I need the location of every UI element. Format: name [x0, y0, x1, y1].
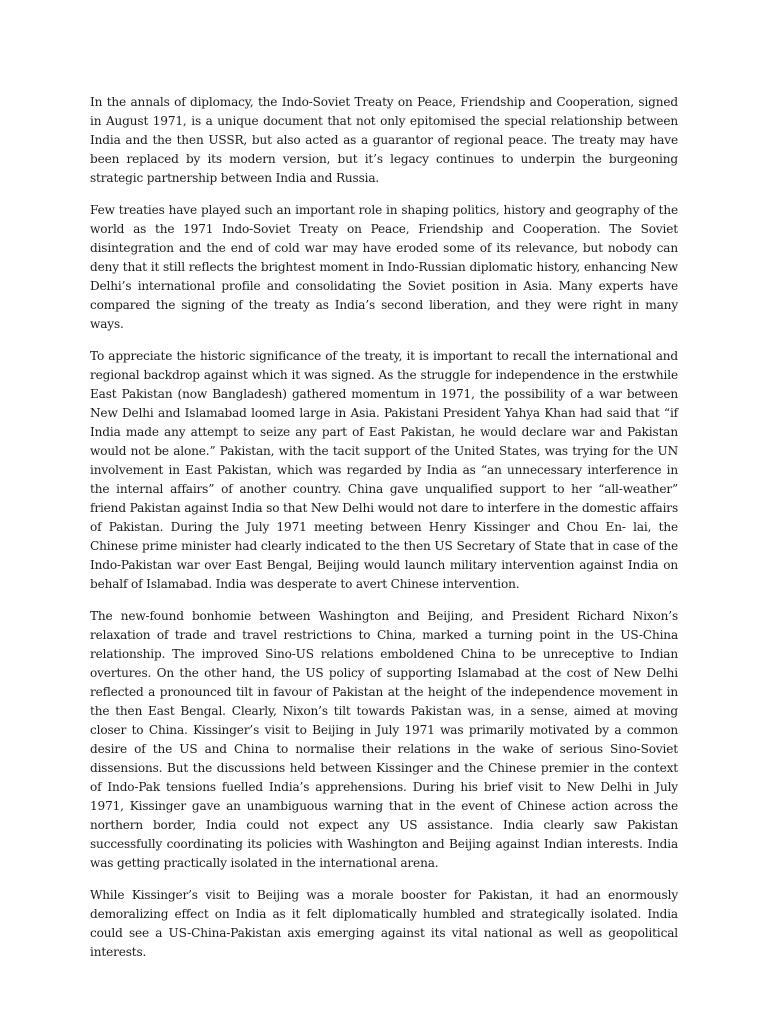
paragraph-2: Few treaties have played such an important role in shaping politics, history and geography of the world as the 1971 Indo-Soviet Treaty on Peace, Friendship and Cooperation. The Soviet disintegration and the end of cold war may have eroded some of its relevance, but nobody can deny that it still reflects the brightest moment in Indo-Russian diplomatic history, enhancing New Delhi’s international profile and consolidating the Soviet position in Asia. Many experts have compared the signing of the treaty as India’s second liberation, and they were right in many ways.: [90, 203, 678, 331]
paragraph-4: The new-found bonhomie between Washington and Beijing, and President Richard Nixon’s relaxation of trade and travel restrictions to China, marked a turning point in the US-China relationship. The improved Sino-US relations emboldened China to be unreceptive to Indian overtures. On the other hand, the US policy of supporting Islamabad at the cost of New Delhi reflected a pronounced tilt in favour of Pakistan at the height of the independence movement in the then East Bengal. Clearly, Nixon’s tilt towards Pakistan was, in a sense, aimed at moving closer to China. Kissinger’s visit to Beijing in July 1971 was primarily motivated by a common desire of the US and China to normalise their relations in the wake of serious Sino-Soviet dissensions. But the discussions held between Kissinger and the Chinese premier in the context of Indo-Pak tensions fuelled India’s apprehensions. During his brief visit to New Delhi in July 1971, Kissinger gave an unambiguous warning that in the event of Chinese action across the northern border, India could not expect any US assistance. India clearly saw Pakistan successfully coordinating its policies with Washington and Beijing against Indian interests. India was getting practically isolated in the international arena.: [90, 609, 678, 870]
paragraph-3: To appreciate the historic significance of the treaty, it is important to recall the international and regional backdrop against which it was signed. As the struggle for independence in the erstwhile East Pakistan (now Bangladesh) gathered momentum in 1971, the possibility of a war between New Delhi and Islamabad loomed large in Asia. Pakistani President Yahya Khan had said that “if India made any attempt to seize any part of East Pakistan, he would declare war and Pakistan would not be alone.” Pakistan, with the tacit support of the United States, was trying for the UN involvement in East Pakistan, which was regarded by India as “an unnecessary interference in the internal affairs” of another country. China gave unqualified support to her “all-weather” friend Pakistan against India so that New Delhi would not dare to interfere in the domestic affairs of Pakistan. During the July 1971 meeting between Henry Kissinger and Chou En- lai, the Chinese prime minister had clearly indicated to the then US Secretary of State that in case of the Indo-Pakistan war over East Bengal, Beijing would launch military intervention against India on behalf of Islamabad. India was desperate to avert Chinese intervention.: [90, 349, 678, 591]
paragraph-1: In the annals of diplomacy, the Indo-Soviet Treaty on Peace, Friendship and Cooperation, signed in August 1971, is a unique document that not only epitomised the special relationship between India and the then USSR, but also acted as a guarantor of regional peace. The treaty may have been replaced by its modern version, but it’s legacy continues to underpin the burgeoning strategic partnership between India and Russia.: [90, 95, 678, 185]
paragraph-5: While Kissinger’s visit to Beijing was a morale booster for Pakistan, it had an enormously demoralizing effect on India as it felt diplomatically humbled and strategically isolated. India could see a US-China-Pakistan axis emerging against its vital national as well as geopolitical interests.: [90, 888, 678, 959]
document-page: [90, 93, 678, 975]
